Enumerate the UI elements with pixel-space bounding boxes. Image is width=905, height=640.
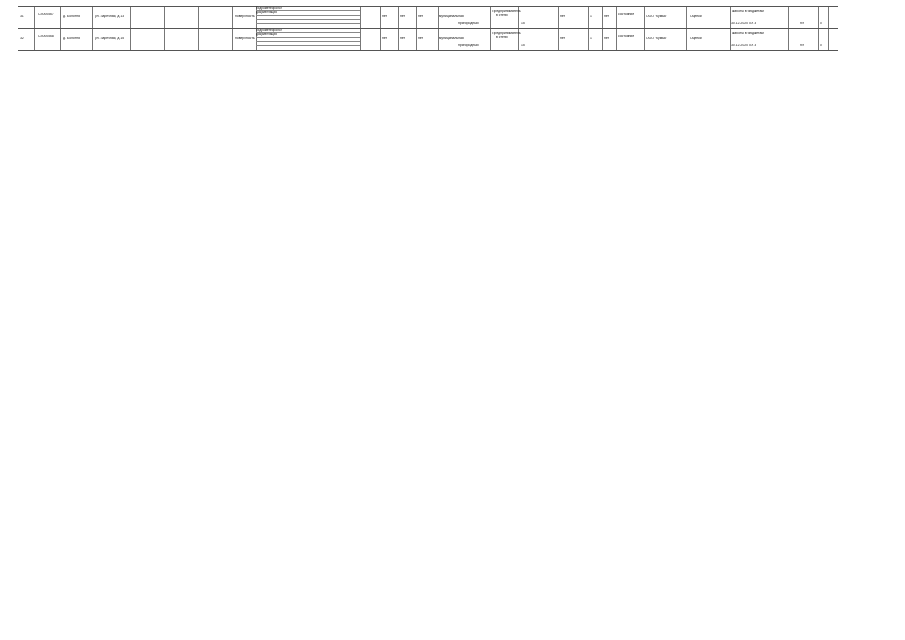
sub-cell-l2: документация bbox=[256, 33, 360, 37]
cell-p2: в степи bbox=[496, 14, 508, 17]
table-row bbox=[18, 7, 838, 29]
cell-l7: нет bbox=[418, 37, 424, 40]
cell-o3: Оценки bbox=[690, 15, 702, 18]
cell-l6: нет bbox=[400, 37, 406, 40]
cell-s1: нет bbox=[560, 15, 566, 18]
column-divider bbox=[198, 29, 199, 50]
column-divider bbox=[92, 29, 93, 50]
column-divider bbox=[92, 7, 93, 28]
column-divider bbox=[644, 29, 645, 50]
column-divider bbox=[380, 29, 381, 50]
column-divider bbox=[130, 29, 131, 50]
column-divider bbox=[644, 7, 645, 28]
column-divider bbox=[130, 7, 131, 28]
cell-l10: пригородный bbox=[458, 22, 479, 25]
column-divider bbox=[60, 29, 61, 50]
column-divider bbox=[398, 7, 399, 28]
column-divider bbox=[818, 29, 819, 50]
cell-o1: состояние bbox=[618, 13, 635, 16]
cell-l5: нет bbox=[382, 37, 388, 40]
stacked-category-cell bbox=[256, 7, 360, 24]
cell-loc: д. Болотня bbox=[63, 37, 80, 40]
cell-o2: ООО "Кумыс" bbox=[646, 37, 668, 40]
cell-p1: Предприниматель bbox=[492, 10, 521, 13]
column-divider bbox=[602, 7, 603, 28]
cell-z: 0 bbox=[820, 44, 822, 47]
column-divider bbox=[828, 29, 829, 50]
cell-loc: д. Болотня bbox=[63, 15, 80, 18]
column-divider bbox=[490, 29, 491, 50]
column-divider bbox=[232, 7, 233, 28]
column-divider bbox=[588, 29, 589, 50]
column-divider bbox=[686, 29, 687, 50]
cell-code: СЗ000567 bbox=[38, 13, 54, 16]
cell-date: 30.12.2020 ХХ 3 bbox=[731, 22, 757, 25]
cell-o1: состояние bbox=[618, 35, 635, 38]
cell-kind: поверхность bbox=[235, 37, 255, 40]
cell-num: 15 bbox=[521, 22, 525, 25]
cell-l6: нет bbox=[400, 15, 406, 18]
column-divider bbox=[788, 29, 789, 50]
column-divider bbox=[416, 29, 417, 50]
sub-cell-l1: Гидрометеоролог bbox=[256, 29, 360, 33]
cell-l8: муниципальная bbox=[439, 37, 464, 40]
cell-code: СЗ000568 bbox=[38, 35, 54, 38]
column-divider bbox=[558, 7, 559, 28]
cell-n: 32 bbox=[20, 37, 24, 40]
column-divider bbox=[232, 29, 233, 50]
cell-f1: жаботы в бюджетам bbox=[732, 32, 764, 35]
column-divider bbox=[360, 7, 361, 28]
column-divider bbox=[616, 7, 617, 28]
column-divider bbox=[60, 7, 61, 28]
cell-addr: ул. Заречная, д.15 bbox=[95, 37, 125, 40]
cell-date: 30.12.2020 ХХ 3 bbox=[731, 44, 757, 47]
sub-cell-l4 bbox=[256, 42, 360, 46]
column-divider bbox=[164, 29, 165, 50]
cell-s3: нет bbox=[604, 37, 610, 40]
cell-p1: Предприниматель bbox=[492, 32, 521, 35]
column-divider bbox=[34, 7, 35, 28]
column-divider bbox=[788, 7, 789, 28]
column-divider bbox=[588, 7, 589, 28]
cell-o2: ООО "Кумыс" bbox=[646, 15, 668, 18]
cell-s2: 1 bbox=[590, 15, 592, 18]
column-divider bbox=[198, 7, 199, 28]
column-divider bbox=[616, 29, 617, 50]
cell-s2: 1 bbox=[590, 37, 592, 40]
cell-l5: нет bbox=[382, 15, 388, 18]
cell-o3: Оценки bbox=[690, 37, 702, 40]
cell-n: 31 bbox=[20, 15, 24, 18]
cell-s3: нет bbox=[604, 15, 610, 18]
column-divider bbox=[558, 29, 559, 50]
sub-cell-l2: документация bbox=[256, 11, 360, 15]
cell-z: 0 bbox=[820, 22, 822, 25]
cell-l10: пригородный bbox=[458, 44, 479, 47]
stacked-category-cell bbox=[256, 29, 360, 46]
column-divider bbox=[380, 7, 381, 28]
cell-addr: ул. Заречная, д.13 bbox=[95, 15, 125, 18]
column-divider bbox=[818, 7, 819, 28]
cell-l7: нет bbox=[418, 15, 424, 18]
column-divider bbox=[164, 7, 165, 28]
cell-f1: жаботы в бюджетам bbox=[732, 10, 764, 13]
column-divider bbox=[416, 7, 417, 28]
column-divider bbox=[828, 7, 829, 28]
cell-s1: нет bbox=[560, 37, 566, 40]
cell-p2: в степи bbox=[496, 36, 508, 39]
registry-table bbox=[18, 6, 838, 51]
cell-ls: н/г bbox=[800, 22, 805, 25]
column-divider bbox=[686, 7, 687, 28]
sub-cell-l4 bbox=[256, 20, 360, 24]
column-divider bbox=[490, 7, 491, 28]
column-divider bbox=[360, 29, 361, 50]
column-divider bbox=[602, 29, 603, 50]
table-row bbox=[18, 29, 838, 51]
cell-ls: н/г bbox=[800, 44, 805, 47]
cell-l8: муниципальная bbox=[439, 15, 464, 18]
sub-cell-l1: Гидрометеоролог bbox=[256, 7, 360, 11]
column-divider bbox=[34, 29, 35, 50]
cell-kind: поверхность bbox=[235, 15, 255, 18]
column-divider bbox=[398, 29, 399, 50]
cell-num: 15 bbox=[521, 44, 525, 47]
